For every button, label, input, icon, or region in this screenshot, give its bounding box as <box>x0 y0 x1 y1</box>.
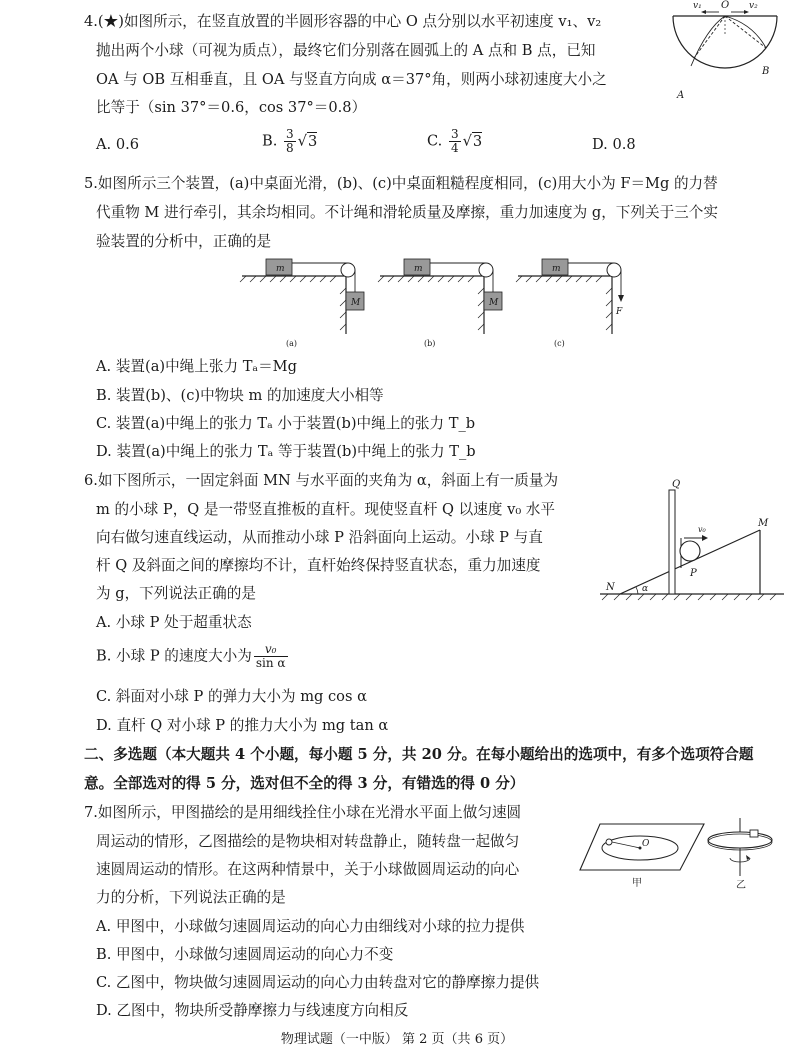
q4-line-2: 抛出两个小球（可视为质点），最终它们分别落在圆弧上的 A 点和 B 点，已知 <box>96 42 596 59</box>
q5-label-c: (c) <box>554 339 565 348</box>
svg-text:m: m <box>552 264 561 274</box>
q4-label-v1: v₁ <box>693 1 702 11</box>
q4-label-a: A <box>677 90 685 101</box>
q6-line-2: m 的小球 P，Q 是一带竖直推板的直杆。现使竖直杆 Q 以速度 v₀ 水平 <box>96 501 555 518</box>
section-2-line-2: 意。全部选对的得 5 分，选对但不全的得 3 分，有错选的得 0 分） <box>84 775 525 792</box>
page-footer: 物理试题（一中版） 第 2 页（共 6 页） <box>280 1032 514 1047</box>
q4-option-c-fraction: $\frac{3}{4}$ <box>450 127 459 155</box>
q4-option-b-fraction: $\frac{3}{8}$ <box>286 127 294 155</box>
q7-label-yi: 乙 <box>736 880 746 891</box>
q7-option-d: D. 乙图中，物块所受静摩擦力与线速度方向相反 <box>96 1002 409 1019</box>
svg-text:F: F <box>616 307 623 317</box>
q6-label-m: M <box>758 518 769 529</box>
q6-line-5: 为 g，下列说法正确的是 <box>96 585 256 602</box>
q7-option-a: A. 甲图中，小球做匀速圆周运动的向心力由细线对小球的拉力提供 <box>96 918 525 935</box>
q5-line-1: 5.如图所示三个装置，(a)中桌面光滑，(b)、(c)中桌面粗糙程度相同，(c)用大小为 F＝Mg 的力替 <box>84 175 718 192</box>
q5-apparatus-b <box>378 259 502 348</box>
q6-line-1: 6.如下图所示，一固定斜面 MN 与水平面的夹角为 α，斜面上有一质量为 <box>84 472 559 489</box>
q4-option-b: B. $\frac{3}{8}$ √3 <box>262 127 318 155</box>
q5-line-3: 验装置的分析中，正确的是 <box>96 233 272 250</box>
q5-label-a: (a) <box>286 339 298 348</box>
q7-label-jia: 甲 <box>632 878 642 889</box>
svg-text:m: m <box>276 264 285 274</box>
q4-label-v2: v₂ <box>749 1 758 11</box>
q4-semicircle-figure <box>665 0 785 108</box>
q6-label-p: P <box>690 568 697 579</box>
q4-label-o: O <box>721 0 730 11</box>
q6-line-3: 向右做匀速直线运动，从而推动小球 P 沿斜面向上运动。小球 P 与直 <box>96 529 543 546</box>
q4-line-4: 比等于（sin 37°＝0.6，cos 37°＝0.8） <box>96 99 367 116</box>
q6-line-4: 杆 Q 及斜面之间的摩擦均不计，直杆始终保持竖直状态，重力加速度 <box>96 557 541 574</box>
q4-option-a: A. 0.6 <box>96 136 140 153</box>
q5-label-b: (b) <box>424 339 436 348</box>
q5-apparatus-a <box>240 259 364 348</box>
q6-option-a: A. 小球 P 处于超重状态 <box>96 614 252 631</box>
svg-text:M: M <box>351 298 361 308</box>
q6-option-d: D. 直杆 Q 对小球 P 的推力大小为 mg tan α <box>96 717 389 734</box>
q5-apparatus-figure <box>236 254 636 350</box>
svg-text:M: M <box>489 298 499 308</box>
svg-text:m: m <box>414 264 423 274</box>
q7-figure-jia <box>578 818 708 890</box>
q4-line-3: OA 与 OB 互相垂直，且 OA 与竖直方向成 α＝37°角，则两小球初速度大小之 <box>96 71 607 88</box>
section-2-line-1: 二、多选题（本大题共 4 个小题，每小题 5 分，共 20 分。在每小题给出的选项中，有多个选项符合题 <box>84 746 754 763</box>
q7-figure-yi <box>702 816 782 894</box>
q6-option-b: B. 小球 P 的速度大小为 $\frac{\text{v₀}}{\text{sin α}}$ <box>96 642 286 670</box>
q4-label-b: B <box>762 66 770 77</box>
q7-option-b: B. 甲图中，小球做匀速圆周运动的向心力不变 <box>96 946 394 963</box>
q7-option-c: C. 乙图中，物块做匀速圆周运动的向心力由转盘对它的静摩擦力提供 <box>96 974 540 991</box>
q6-option-b-fraction: $\frac{\text{v₀}}{\text{sin α}}$ <box>255 642 286 670</box>
q5-option-b: B. 装置(b)、(c)中物块 m 的加速度大小相等 <box>96 387 384 404</box>
q6-label-n: N <box>606 582 615 593</box>
q6-label-q: Q <box>672 479 681 490</box>
q5-option-c: C. 装置(a)中绳上的张力 Tₐ 小于装置(b)中绳上的张力 T_b <box>96 415 476 432</box>
q7-line-3: 速圆周运动的情形。在这两种情景中，关于小球做圆周运动的向心 <box>96 861 520 878</box>
q6-option-c: C. 斜面对小球 P 的弹力大小为 mg cos α <box>96 688 367 705</box>
q5-option-a: A. 装置(a)中绳上张力 Tₐ＝Mg <box>96 358 297 375</box>
q7-label-o: O <box>642 839 650 849</box>
q7-line-4: 力的分析，下列说法正确的是 <box>96 889 286 906</box>
q5-apparatus-c <box>516 259 624 348</box>
q5-option-d: D. 装置(a)中绳上的张力 Tₐ 等于装置(b)中绳上的张力 T_b <box>96 443 476 460</box>
q6-label-alpha: α <box>642 584 649 594</box>
q4-option-c: C. $\frac{3}{4}$ √3 <box>427 127 483 155</box>
q7-line-1: 7.如图所示，甲图描绘的是用细线拴住小球在光滑水平面上做匀速圆 <box>84 804 522 821</box>
q4-line-1: 4.(★)如图所示，在竖直放置的半圆形容器的中心 O 点分别以水平初速度 v₁、v₂ <box>84 13 602 30</box>
q5-line-2: 代重物 M 进行牵引，其余均相同。不计绳和滑轮质量及摩擦，重力加速度为 g，下列关于三个实 <box>96 204 718 221</box>
q6-incline-figure <box>598 478 788 604</box>
q4-option-d: D. 0.8 <box>592 136 636 153</box>
q6-label-v0: v₀ <box>698 525 706 534</box>
q7-line-2: 周运动的情形，乙图描绘的是物块相对转盘静止，随转盘一起做匀 <box>96 833 520 850</box>
